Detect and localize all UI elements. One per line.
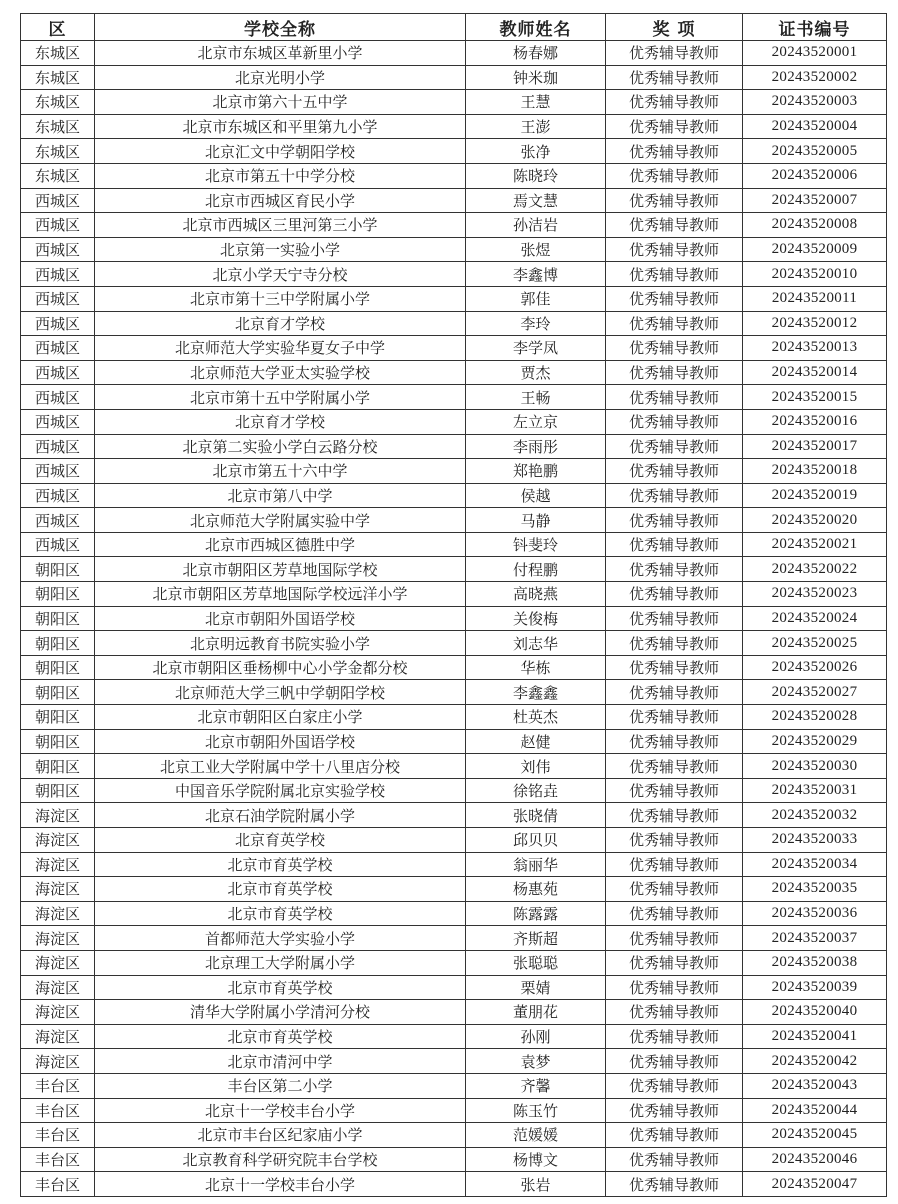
certificate-cell: 20243520030 xyxy=(743,754,887,779)
district-cell: 西城区 xyxy=(21,434,95,459)
award-cell: 优秀辅导教师 xyxy=(606,828,743,853)
award-cell: 优秀辅导教师 xyxy=(606,557,743,582)
award-cell: 优秀辅导教师 xyxy=(606,1073,743,1098)
award-cell: 优秀辅导教师 xyxy=(606,1123,743,1148)
district-cell: 朝阳区 xyxy=(21,557,95,582)
district-cell: 西城区 xyxy=(21,213,95,238)
school-cell: 北京十一学校丰台小学 xyxy=(95,1172,466,1197)
school-cell: 北京市朝阳区芳草地国际学校远洋小学 xyxy=(95,582,466,607)
table-row xyxy=(21,1024,887,1049)
table-row xyxy=(21,1073,887,1098)
certificate-cell: 20243520037 xyxy=(743,926,887,951)
teacher-cell: 孙洁岩 xyxy=(466,213,606,238)
award-cell: 优秀辅导教师 xyxy=(606,778,743,803)
table-row xyxy=(21,631,887,656)
table-row xyxy=(21,901,887,926)
teacher-cell: 张岩 xyxy=(466,1172,606,1197)
award-cell: 优秀辅导教师 xyxy=(606,213,743,238)
district-cell: 海淀区 xyxy=(21,1049,95,1074)
award-cell: 优秀辅导教师 xyxy=(606,409,743,434)
table-row xyxy=(21,532,887,557)
award-cell: 优秀辅导教师 xyxy=(606,606,743,631)
table-row xyxy=(21,188,887,213)
district-cell: 东城区 xyxy=(21,41,95,66)
district-cell: 丰台区 xyxy=(21,1098,95,1123)
district-cell: 西城区 xyxy=(21,237,95,262)
award-cell: 优秀辅导教师 xyxy=(606,582,743,607)
table-row xyxy=(21,705,887,730)
teacher-cell: 范媛媛 xyxy=(466,1123,606,1148)
school-cell: 北京市育英学校 xyxy=(95,852,466,877)
certificate-cell: 20243520042 xyxy=(743,1049,887,1074)
school-cell: 北京第一实验小学 xyxy=(95,237,466,262)
school-cell: 北京市丰台区纪家庙小学 xyxy=(95,1123,466,1148)
teacher-cell: 李鑫鑫 xyxy=(466,680,606,705)
teacher-cell: 马静 xyxy=(466,508,606,533)
certificate-cell: 20243520036 xyxy=(743,901,887,926)
certificate-cell: 20243520005 xyxy=(743,139,887,164)
school-cell: 北京市第六十五中学 xyxy=(95,90,466,115)
school-cell: 北京市西城区德胜中学 xyxy=(95,532,466,557)
award-cell: 优秀辅导教师 xyxy=(606,434,743,459)
school-cell: 丰台区第二小学 xyxy=(95,1073,466,1098)
district-cell: 丰台区 xyxy=(21,1123,95,1148)
table-row xyxy=(21,336,887,361)
school-cell: 北京师范大学三帆中学朝阳学校 xyxy=(95,680,466,705)
table-row xyxy=(21,65,887,90)
school-cell: 北京汇文中学朝阳学校 xyxy=(95,139,466,164)
teacher-cell: 李玲 xyxy=(466,311,606,336)
teacher-cell: 栗婧 xyxy=(466,975,606,1000)
district-cell: 东城区 xyxy=(21,65,95,90)
school-cell: 北京光明小学 xyxy=(95,65,466,90)
award-cell: 优秀辅导教师 xyxy=(606,311,743,336)
certificate-cell: 20243520012 xyxy=(743,311,887,336)
district-cell: 朝阳区 xyxy=(21,754,95,779)
district-cell: 海淀区 xyxy=(21,1000,95,1025)
table-row xyxy=(21,459,887,484)
award-cell: 优秀辅导教师 xyxy=(606,1172,743,1197)
table-row xyxy=(21,754,887,779)
table-row xyxy=(21,262,887,287)
table-row xyxy=(21,828,887,853)
award-cell: 优秀辅导教师 xyxy=(606,237,743,262)
school-cell: 北京市西城区三里河第三小学 xyxy=(95,213,466,238)
certificate-cell: 20243520033 xyxy=(743,828,887,853)
table-row xyxy=(21,90,887,115)
school-cell: 北京市东城区革新里小学 xyxy=(95,41,466,66)
header-teacher: 教师姓名 xyxy=(466,14,606,41)
certificate-cell: 20243520022 xyxy=(743,557,887,582)
teacher-cell: 华栋 xyxy=(466,655,606,680)
award-cell: 优秀辅导教师 xyxy=(606,139,743,164)
table-row xyxy=(21,483,887,508)
table-row xyxy=(21,1123,887,1148)
school-cell: 北京工业大学附属中学十八里店分校 xyxy=(95,754,466,779)
table-row xyxy=(21,213,887,238)
district-cell: 海淀区 xyxy=(21,950,95,975)
district-cell: 海淀区 xyxy=(21,828,95,853)
certificate-cell: 20243520015 xyxy=(743,385,887,410)
district-cell: 海淀区 xyxy=(21,877,95,902)
table-row xyxy=(21,434,887,459)
table-row xyxy=(21,582,887,607)
award-cell: 优秀辅导教师 xyxy=(606,655,743,680)
table-row xyxy=(21,1147,887,1172)
teacher-cell: 张煜 xyxy=(466,237,606,262)
district-cell: 海淀区 xyxy=(21,901,95,926)
teacher-cell: 贾杰 xyxy=(466,360,606,385)
district-cell: 东城区 xyxy=(21,163,95,188)
district-cell: 西城区 xyxy=(21,311,95,336)
certificate-cell: 20243520007 xyxy=(743,188,887,213)
certificate-cell: 20243520013 xyxy=(743,336,887,361)
award-cell: 优秀辅导教师 xyxy=(606,532,743,557)
certificate-cell: 20243520041 xyxy=(743,1024,887,1049)
district-cell: 东城区 xyxy=(21,139,95,164)
teacher-cell: 陈晓玲 xyxy=(466,163,606,188)
table-header xyxy=(21,14,887,41)
table-row xyxy=(21,508,887,533)
school-cell: 北京市第十五中学附属小学 xyxy=(95,385,466,410)
certificate-cell: 20243520043 xyxy=(743,1073,887,1098)
award-cell: 优秀辅导教师 xyxy=(606,65,743,90)
school-cell: 北京市育英学校 xyxy=(95,901,466,926)
certificate-cell: 20243520038 xyxy=(743,950,887,975)
district-cell: 海淀区 xyxy=(21,975,95,1000)
award-cell: 优秀辅导教师 xyxy=(606,385,743,410)
table-row xyxy=(21,237,887,262)
table-row xyxy=(21,286,887,311)
district-cell: 朝阳区 xyxy=(21,729,95,754)
district-cell: 海淀区 xyxy=(21,803,95,828)
table-row xyxy=(21,557,887,582)
district-cell: 东城区 xyxy=(21,114,95,139)
teacher-cell: 陈露露 xyxy=(466,901,606,926)
teacher-cell: 邱贝贝 xyxy=(466,828,606,853)
table-row xyxy=(21,360,887,385)
district-cell: 西城区 xyxy=(21,508,95,533)
award-cell: 优秀辅导教师 xyxy=(606,803,743,828)
certificate-cell: 20243520004 xyxy=(743,114,887,139)
teacher-cell: 张晓倩 xyxy=(466,803,606,828)
award-cell: 优秀辅导教师 xyxy=(606,852,743,877)
district-cell: 西城区 xyxy=(21,532,95,557)
certificate-cell: 20243520045 xyxy=(743,1123,887,1148)
district-cell: 丰台区 xyxy=(21,1172,95,1197)
school-cell: 北京育才学校 xyxy=(95,409,466,434)
table-row xyxy=(21,139,887,164)
award-cell: 优秀辅导教师 xyxy=(606,877,743,902)
certificate-cell: 20243520017 xyxy=(743,434,887,459)
teacher-cell: 李雨彤 xyxy=(466,434,606,459)
table-row xyxy=(21,729,887,754)
certificate-cell: 20243520011 xyxy=(743,286,887,311)
school-cell: 北京师范大学亚太实验学校 xyxy=(95,360,466,385)
certificate-cell: 20243520028 xyxy=(743,705,887,730)
district-cell: 朝阳区 xyxy=(21,631,95,656)
award-cell: 优秀辅导教师 xyxy=(606,729,743,754)
table-row xyxy=(21,1049,887,1074)
table-row xyxy=(21,852,887,877)
award-cell: 优秀辅导教师 xyxy=(606,360,743,385)
school-cell: 北京市朝阳区垂杨柳中心小学金都分校 xyxy=(95,655,466,680)
school-cell: 北京小学天宁寺分校 xyxy=(95,262,466,287)
teacher-cell: 杨惠苑 xyxy=(466,877,606,902)
teacher-cell: 翁丽华 xyxy=(466,852,606,877)
certificate-cell: 20243520044 xyxy=(743,1098,887,1123)
award-cell: 优秀辅导教师 xyxy=(606,1000,743,1025)
teacher-cell: 杨春娜 xyxy=(466,41,606,66)
district-cell: 西城区 xyxy=(21,385,95,410)
certificate-cell: 20243520018 xyxy=(743,459,887,484)
school-cell: 北京市朝阳外国语学校 xyxy=(95,606,466,631)
award-cell: 优秀辅导教师 xyxy=(606,483,743,508)
teacher-cell: 陈玉竹 xyxy=(466,1098,606,1123)
certificate-cell: 20243520006 xyxy=(743,163,887,188)
table-row xyxy=(21,1172,887,1197)
teacher-cell: 杨博文 xyxy=(466,1147,606,1172)
school-cell: 北京市西城区育民小学 xyxy=(95,188,466,213)
award-cell: 优秀辅导教师 xyxy=(606,459,743,484)
district-cell: 朝阳区 xyxy=(21,778,95,803)
award-cell: 优秀辅导教师 xyxy=(606,286,743,311)
district-cell: 朝阳区 xyxy=(21,705,95,730)
table-row xyxy=(21,311,887,336)
school-cell: 北京市育英学校 xyxy=(95,975,466,1000)
certificate-cell: 20243520002 xyxy=(743,65,887,90)
district-cell: 丰台区 xyxy=(21,1147,95,1172)
teacher-cell: 焉文慧 xyxy=(466,188,606,213)
school-cell: 北京市第八中学 xyxy=(95,483,466,508)
award-cell: 优秀辅导教师 xyxy=(606,754,743,779)
award-cell: 优秀辅导教师 xyxy=(606,1049,743,1074)
school-cell: 北京市育英学校 xyxy=(95,877,466,902)
teacher-cell: 王畅 xyxy=(466,385,606,410)
teacher-cell: 孙刚 xyxy=(466,1024,606,1049)
school-cell: 北京理工大学附属小学 xyxy=(95,950,466,975)
award-cell: 优秀辅导教师 xyxy=(606,508,743,533)
header-district: 区 xyxy=(21,14,95,41)
certificate-cell: 20243520026 xyxy=(743,655,887,680)
school-cell: 首都师范大学实验小学 xyxy=(95,926,466,951)
certificate-cell: 20243520025 xyxy=(743,631,887,656)
certificate-cell: 20243520034 xyxy=(743,852,887,877)
school-cell: 北京市清河中学 xyxy=(95,1049,466,1074)
table-row xyxy=(21,975,887,1000)
award-cell: 优秀辅导教师 xyxy=(606,901,743,926)
teacher-cell: 赵健 xyxy=(466,729,606,754)
award-cell: 优秀辅导教师 xyxy=(606,90,743,115)
school-cell: 北京市第十三中学附属小学 xyxy=(95,286,466,311)
district-cell: 朝阳区 xyxy=(21,606,95,631)
table-row xyxy=(21,1098,887,1123)
district-cell: 西城区 xyxy=(21,336,95,361)
award-cell: 优秀辅导教师 xyxy=(606,1098,743,1123)
certificate-cell: 20243520019 xyxy=(743,483,887,508)
certificate-cell: 20243520016 xyxy=(743,409,887,434)
school-cell: 北京明远教育书院实验小学 xyxy=(95,631,466,656)
table-row xyxy=(21,606,887,631)
teacher-cell: 侯越 xyxy=(466,483,606,508)
teacher-cell: 王慧 xyxy=(466,90,606,115)
district-cell: 西城区 xyxy=(21,262,95,287)
teacher-cell: 刘志华 xyxy=(466,631,606,656)
teacher-cell: 袁梦 xyxy=(466,1049,606,1074)
district-cell: 东城区 xyxy=(21,90,95,115)
school-cell: 清华大学附属小学清河分校 xyxy=(95,1000,466,1025)
teacher-cell: 李鑫博 xyxy=(466,262,606,287)
teacher-cell: 左立京 xyxy=(466,409,606,434)
teacher-cell: 张净 xyxy=(466,139,606,164)
school-cell: 北京师范大学附属实验中学 xyxy=(95,508,466,533)
teacher-cell: 刘伟 xyxy=(466,754,606,779)
school-cell: 北京市东城区和平里第九小学 xyxy=(95,114,466,139)
table-row xyxy=(21,926,887,951)
certificate-cell: 20243520047 xyxy=(743,1172,887,1197)
certificate-cell: 20243520035 xyxy=(743,877,887,902)
table-row xyxy=(21,385,887,410)
table-row xyxy=(21,163,887,188)
award-table xyxy=(20,13,887,1197)
certificate-cell: 20243520029 xyxy=(743,729,887,754)
teacher-cell: 钟米珈 xyxy=(466,65,606,90)
school-cell: 中国音乐学院附属北京实验学校 xyxy=(95,778,466,803)
certificate-cell: 20243520009 xyxy=(743,237,887,262)
header-award: 奖 项 xyxy=(606,14,743,41)
award-cell: 优秀辅导教师 xyxy=(606,188,743,213)
certificate-cell: 20243520010 xyxy=(743,262,887,287)
teacher-cell: 高晓燕 xyxy=(466,582,606,607)
certificate-cell: 20243520031 xyxy=(743,778,887,803)
certificate-cell: 20243520003 xyxy=(743,90,887,115)
certificate-cell: 20243520008 xyxy=(743,213,887,238)
district-cell: 朝阳区 xyxy=(21,582,95,607)
award-cell: 优秀辅导教师 xyxy=(606,163,743,188)
district-cell: 海淀区 xyxy=(21,1024,95,1049)
table-row xyxy=(21,409,887,434)
teacher-cell: 齐馨 xyxy=(466,1073,606,1098)
certificate-cell: 20243520014 xyxy=(743,360,887,385)
school-cell: 北京第二实验小学白云路分校 xyxy=(95,434,466,459)
header-row xyxy=(21,14,887,41)
certificate-cell: 20243520023 xyxy=(743,582,887,607)
school-cell: 北京教育科学研究院丰台学校 xyxy=(95,1147,466,1172)
school-cell: 北京市朝阳外国语学校 xyxy=(95,729,466,754)
table-row xyxy=(21,950,887,975)
certificate-cell: 20243520027 xyxy=(743,680,887,705)
certificate-cell: 20243520040 xyxy=(743,1000,887,1025)
header-certificate: 证书编号 xyxy=(743,14,887,41)
table-body xyxy=(21,41,887,1197)
certificate-cell: 20243520024 xyxy=(743,606,887,631)
award-cell: 优秀辅导教师 xyxy=(606,926,743,951)
table-row xyxy=(21,803,887,828)
teacher-cell: 徐铭垚 xyxy=(466,778,606,803)
teacher-cell: 关俊梅 xyxy=(466,606,606,631)
award-cell: 优秀辅导教师 xyxy=(606,631,743,656)
award-cell: 优秀辅导教师 xyxy=(606,1147,743,1172)
award-cell: 优秀辅导教师 xyxy=(606,975,743,1000)
teacher-cell: 付程鹏 xyxy=(466,557,606,582)
certificate-cell: 20243520020 xyxy=(743,508,887,533)
teacher-cell: 齐斯超 xyxy=(466,926,606,951)
award-cell: 优秀辅导教师 xyxy=(606,705,743,730)
table-row xyxy=(21,655,887,680)
school-cell: 北京育英学校 xyxy=(95,828,466,853)
header-school: 学校全称 xyxy=(95,14,466,41)
award-cell: 优秀辅导教师 xyxy=(606,680,743,705)
district-cell: 朝阳区 xyxy=(21,680,95,705)
award-cell: 优秀辅导教师 xyxy=(606,41,743,66)
teacher-cell: 张聪聪 xyxy=(466,950,606,975)
district-cell: 海淀区 xyxy=(21,852,95,877)
certificate-cell: 20243520039 xyxy=(743,975,887,1000)
table-row xyxy=(21,41,887,66)
school-cell: 北京市育英学校 xyxy=(95,1024,466,1049)
table-row xyxy=(21,114,887,139)
award-cell: 优秀辅导教师 xyxy=(606,950,743,975)
school-cell: 北京市第五十中学分校 xyxy=(95,163,466,188)
district-cell: 西城区 xyxy=(21,360,95,385)
certificate-cell: 20243520021 xyxy=(743,532,887,557)
teacher-cell: 李学凤 xyxy=(466,336,606,361)
table-row xyxy=(21,1000,887,1025)
school-cell: 北京市朝阳区白家庄小学 xyxy=(95,705,466,730)
teacher-cell: 董朋花 xyxy=(466,1000,606,1025)
award-cell: 优秀辅导教师 xyxy=(606,262,743,287)
school-cell: 北京师范大学实验华夏女子中学 xyxy=(95,336,466,361)
table-row xyxy=(21,877,887,902)
table-row xyxy=(21,778,887,803)
certificate-cell: 20243520032 xyxy=(743,803,887,828)
school-cell: 北京市朝阳区芳草地国际学校 xyxy=(95,557,466,582)
district-cell: 西城区 xyxy=(21,483,95,508)
district-cell: 朝阳区 xyxy=(21,655,95,680)
district-cell: 丰台区 xyxy=(21,1073,95,1098)
district-cell: 西城区 xyxy=(21,286,95,311)
teacher-cell: 钭斐玲 xyxy=(466,532,606,557)
teacher-cell: 杜英杰 xyxy=(466,705,606,730)
teacher-cell: 郭佳 xyxy=(466,286,606,311)
district-cell: 西城区 xyxy=(21,459,95,484)
award-cell: 优秀辅导教师 xyxy=(606,1024,743,1049)
teacher-cell: 郑艳鹏 xyxy=(466,459,606,484)
teacher-cell: 王澎 xyxy=(466,114,606,139)
certificate-cell: 20243520046 xyxy=(743,1147,887,1172)
district-cell: 西城区 xyxy=(21,188,95,213)
district-cell: 西城区 xyxy=(21,409,95,434)
table-row xyxy=(21,680,887,705)
certificate-cell: 20243520001 xyxy=(743,41,887,66)
school-cell: 北京市第五十六中学 xyxy=(95,459,466,484)
award-cell: 优秀辅导教师 xyxy=(606,114,743,139)
school-cell: 北京育才学校 xyxy=(95,311,466,336)
school-cell: 北京十一学校丰台小学 xyxy=(95,1098,466,1123)
school-cell: 北京石油学院附属小学 xyxy=(95,803,466,828)
award-cell: 优秀辅导教师 xyxy=(606,336,743,361)
district-cell: 海淀区 xyxy=(21,926,95,951)
